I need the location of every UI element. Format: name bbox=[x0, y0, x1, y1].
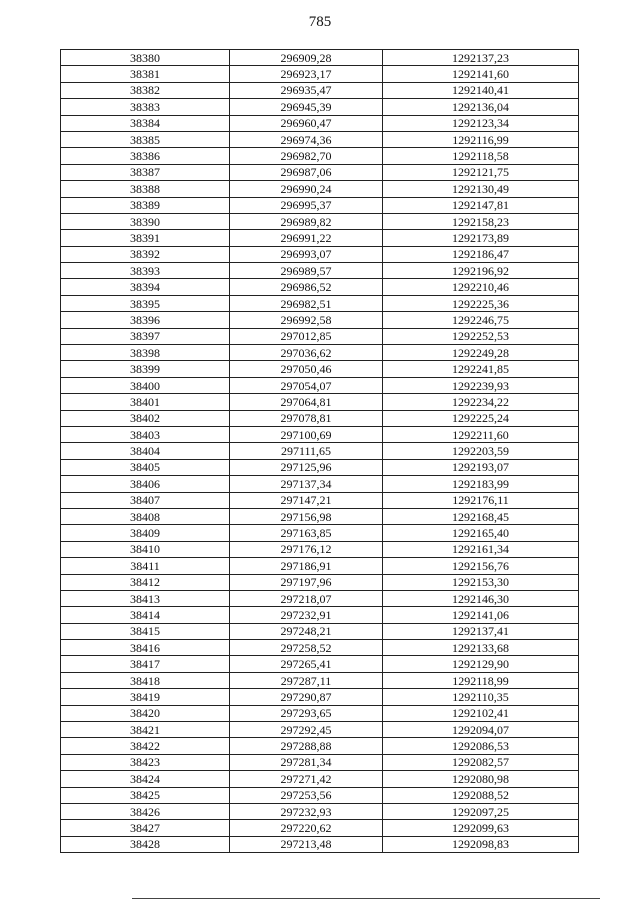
y-coordinate-cell: 1292203,59 bbox=[383, 443, 579, 459]
point-number-cell: 38417 bbox=[61, 656, 230, 672]
y-coordinate-cell: 1292225,36 bbox=[383, 295, 579, 311]
x-coordinate-cell: 297232,93 bbox=[230, 803, 383, 819]
point-number-cell: 38401 bbox=[61, 394, 230, 410]
y-coordinate-cell: 1292234,22 bbox=[383, 394, 579, 410]
x-coordinate-cell: 297288,88 bbox=[230, 738, 383, 754]
x-coordinate-cell: 297232,91 bbox=[230, 607, 383, 623]
x-coordinate-cell: 297163,85 bbox=[230, 525, 383, 541]
table-row bbox=[61, 279, 579, 295]
y-coordinate-cell: 1292082,57 bbox=[383, 754, 579, 770]
y-coordinate-cell: 1292193,07 bbox=[383, 459, 579, 475]
table-row bbox=[61, 361, 579, 377]
y-coordinate-cell: 1292147,81 bbox=[383, 197, 579, 213]
x-coordinate-cell: 297265,41 bbox=[230, 656, 383, 672]
point-number-cell: 38416 bbox=[61, 640, 230, 656]
x-coordinate-cell: 297054,07 bbox=[230, 377, 383, 393]
x-coordinate-cell: 296982,70 bbox=[230, 148, 383, 164]
x-coordinate-cell: 296989,82 bbox=[230, 213, 383, 229]
table-row bbox=[61, 394, 579, 410]
y-coordinate-cell: 1292110,35 bbox=[383, 689, 579, 705]
table-row bbox=[61, 607, 579, 623]
x-coordinate-cell: 297220,62 bbox=[230, 820, 383, 836]
y-coordinate-cell: 1292246,75 bbox=[383, 312, 579, 328]
y-coordinate-cell: 1292173,89 bbox=[383, 230, 579, 246]
x-coordinate-cell: 296992,58 bbox=[230, 312, 383, 328]
table-row bbox=[61, 213, 579, 229]
y-coordinate-cell: 1292158,23 bbox=[383, 213, 579, 229]
table-row bbox=[61, 705, 579, 721]
x-coordinate-cell: 296987,06 bbox=[230, 164, 383, 180]
point-number-cell: 38388 bbox=[61, 181, 230, 197]
point-number-cell: 38422 bbox=[61, 738, 230, 754]
y-coordinate-cell: 1292153,30 bbox=[383, 574, 579, 590]
point-number-cell: 38421 bbox=[61, 722, 230, 738]
x-coordinate-cell: 296990,24 bbox=[230, 181, 383, 197]
y-coordinate-cell: 1292196,92 bbox=[383, 263, 579, 279]
y-coordinate-cell: 1292239,93 bbox=[383, 377, 579, 393]
table-row bbox=[61, 508, 579, 524]
x-coordinate-cell: 297281,34 bbox=[230, 754, 383, 770]
table-row bbox=[61, 787, 579, 803]
table-row bbox=[61, 426, 579, 442]
y-coordinate-cell: 1292118,58 bbox=[383, 148, 579, 164]
table-row bbox=[61, 197, 579, 213]
point-number-cell: 38386 bbox=[61, 148, 230, 164]
y-coordinate-cell: 1292186,47 bbox=[383, 246, 579, 262]
y-coordinate-cell: 1292241,85 bbox=[383, 361, 579, 377]
table-row bbox=[61, 263, 579, 279]
y-coordinate-cell: 1292168,45 bbox=[383, 508, 579, 524]
y-coordinate-cell: 1292123,34 bbox=[383, 115, 579, 131]
y-coordinate-cell: 1292140,41 bbox=[383, 82, 579, 98]
x-coordinate-cell: 297197,96 bbox=[230, 574, 383, 590]
point-number-cell: 38427 bbox=[61, 820, 230, 836]
point-number-cell: 38404 bbox=[61, 443, 230, 459]
y-coordinate-cell: 1292176,11 bbox=[383, 492, 579, 508]
point-number-cell: 38397 bbox=[61, 328, 230, 344]
point-number-cell: 38425 bbox=[61, 787, 230, 803]
table-row bbox=[61, 443, 579, 459]
table-row bbox=[61, 754, 579, 770]
coordinates-table-body bbox=[61, 50, 579, 853]
table-row bbox=[61, 312, 579, 328]
x-coordinate-cell: 296993,07 bbox=[230, 246, 383, 262]
table-row bbox=[61, 181, 579, 197]
y-coordinate-cell: 1292161,34 bbox=[383, 541, 579, 557]
x-coordinate-cell: 297050,46 bbox=[230, 361, 383, 377]
table-row bbox=[61, 328, 579, 344]
x-coordinate-cell: 297218,07 bbox=[230, 590, 383, 606]
point-number-cell: 38415 bbox=[61, 623, 230, 639]
point-number-cell: 38411 bbox=[61, 558, 230, 574]
y-coordinate-cell: 1292116,99 bbox=[383, 131, 579, 147]
y-coordinate-cell: 1292136,04 bbox=[383, 99, 579, 115]
y-coordinate-cell: 1292098,83 bbox=[383, 836, 579, 852]
y-coordinate-cell: 1292080,98 bbox=[383, 771, 579, 787]
point-number-cell: 38387 bbox=[61, 164, 230, 180]
x-coordinate-cell: 297186,91 bbox=[230, 558, 383, 574]
point-number-cell: 38381 bbox=[61, 66, 230, 82]
y-coordinate-cell: 1292133,68 bbox=[383, 640, 579, 656]
x-coordinate-cell: 297292,45 bbox=[230, 722, 383, 738]
x-coordinate-cell: 296991,22 bbox=[230, 230, 383, 246]
point-number-cell: 38402 bbox=[61, 410, 230, 426]
point-number-cell: 38406 bbox=[61, 476, 230, 492]
point-number-cell: 38409 bbox=[61, 525, 230, 541]
point-number-cell: 38408 bbox=[61, 508, 230, 524]
table-row bbox=[61, 771, 579, 787]
table-row bbox=[61, 66, 579, 82]
point-number-cell: 38407 bbox=[61, 492, 230, 508]
x-coordinate-cell: 297064,81 bbox=[230, 394, 383, 410]
point-number-cell: 38393 bbox=[61, 263, 230, 279]
x-coordinate-cell: 297147,21 bbox=[230, 492, 383, 508]
x-coordinate-cell: 297100,69 bbox=[230, 426, 383, 442]
y-coordinate-cell: 1292249,28 bbox=[383, 345, 579, 361]
x-coordinate-cell: 297156,98 bbox=[230, 508, 383, 524]
table-row bbox=[61, 640, 579, 656]
table-row bbox=[61, 672, 579, 688]
point-number-cell: 38410 bbox=[61, 541, 230, 557]
point-number-cell: 38413 bbox=[61, 590, 230, 606]
x-coordinate-cell: 297290,87 bbox=[230, 689, 383, 705]
table-row bbox=[61, 99, 579, 115]
x-coordinate-cell: 297111,65 bbox=[230, 443, 383, 459]
table-row bbox=[61, 345, 579, 361]
y-coordinate-cell: 1292137,23 bbox=[383, 50, 579, 66]
table-row bbox=[61, 230, 579, 246]
x-coordinate-cell: 296945,39 bbox=[230, 99, 383, 115]
x-coordinate-cell: 297287,11 bbox=[230, 672, 383, 688]
x-coordinate-cell: 296982,51 bbox=[230, 295, 383, 311]
table-row bbox=[61, 131, 579, 147]
y-coordinate-cell: 1292088,52 bbox=[383, 787, 579, 803]
point-number-cell: 38385 bbox=[61, 131, 230, 147]
table-row bbox=[61, 476, 579, 492]
table-row bbox=[61, 115, 579, 131]
y-coordinate-cell: 1292156,76 bbox=[383, 558, 579, 574]
point-number-cell: 38399 bbox=[61, 361, 230, 377]
point-number-cell: 38389 bbox=[61, 197, 230, 213]
table-row bbox=[61, 148, 579, 164]
x-coordinate-cell: 296935,47 bbox=[230, 82, 383, 98]
x-coordinate-cell: 297253,56 bbox=[230, 787, 383, 803]
y-coordinate-cell: 1292086,53 bbox=[383, 738, 579, 754]
x-coordinate-cell: 296974,36 bbox=[230, 131, 383, 147]
table-row bbox=[61, 803, 579, 819]
x-coordinate-cell: 296995,37 bbox=[230, 197, 383, 213]
y-coordinate-cell: 1292141,06 bbox=[383, 607, 579, 623]
x-coordinate-cell: 297125,96 bbox=[230, 459, 383, 475]
table-row bbox=[61, 377, 579, 393]
y-coordinate-cell: 1292183,99 bbox=[383, 476, 579, 492]
point-number-cell: 38412 bbox=[61, 574, 230, 590]
x-coordinate-cell: 297078,81 bbox=[230, 410, 383, 426]
x-coordinate-cell: 297271,42 bbox=[230, 771, 383, 787]
point-number-cell: 38414 bbox=[61, 607, 230, 623]
y-coordinate-cell: 1292102,41 bbox=[383, 705, 579, 721]
table-row bbox=[61, 590, 579, 606]
footer-rule bbox=[132, 898, 600, 899]
point-number-cell: 38392 bbox=[61, 246, 230, 262]
table-row bbox=[61, 295, 579, 311]
point-number-cell: 38390 bbox=[61, 213, 230, 229]
table-row bbox=[61, 689, 579, 705]
y-coordinate-cell: 1292129,90 bbox=[383, 656, 579, 672]
x-coordinate-cell: 297213,48 bbox=[230, 836, 383, 852]
point-number-cell: 38423 bbox=[61, 754, 230, 770]
y-coordinate-cell: 1292210,46 bbox=[383, 279, 579, 295]
point-number-cell: 38391 bbox=[61, 230, 230, 246]
x-coordinate-cell: 297137,34 bbox=[230, 476, 383, 492]
point-number-cell: 38426 bbox=[61, 803, 230, 819]
y-coordinate-cell: 1292137,41 bbox=[383, 623, 579, 639]
table-row bbox=[61, 820, 579, 836]
y-coordinate-cell: 1292118,99 bbox=[383, 672, 579, 688]
table-row bbox=[61, 541, 579, 557]
y-coordinate-cell: 1292130,49 bbox=[383, 181, 579, 197]
y-coordinate-cell: 1292146,30 bbox=[383, 590, 579, 606]
x-coordinate-cell: 296989,57 bbox=[230, 263, 383, 279]
x-coordinate-cell: 297012,85 bbox=[230, 328, 383, 344]
y-coordinate-cell: 1292252,53 bbox=[383, 328, 579, 344]
x-coordinate-cell: 296986,52 bbox=[230, 279, 383, 295]
table-row bbox=[61, 722, 579, 738]
point-number-cell: 38384 bbox=[61, 115, 230, 131]
coordinates-table bbox=[60, 49, 579, 853]
table-row bbox=[61, 558, 579, 574]
table-row bbox=[61, 82, 579, 98]
y-coordinate-cell: 1292141,60 bbox=[383, 66, 579, 82]
y-coordinate-cell: 1292099,63 bbox=[383, 820, 579, 836]
point-number-cell: 38380 bbox=[61, 50, 230, 66]
x-coordinate-cell: 296923,17 bbox=[230, 66, 383, 82]
table-row bbox=[61, 492, 579, 508]
point-number-cell: 38419 bbox=[61, 689, 230, 705]
table-row bbox=[61, 459, 579, 475]
x-coordinate-cell: 297293,65 bbox=[230, 705, 383, 721]
point-number-cell: 38428 bbox=[61, 836, 230, 852]
point-number-cell: 38398 bbox=[61, 345, 230, 361]
point-number-cell: 38396 bbox=[61, 312, 230, 328]
table-row bbox=[61, 246, 579, 262]
x-coordinate-cell: 297176,12 bbox=[230, 541, 383, 557]
table-row bbox=[61, 623, 579, 639]
table-row bbox=[61, 50, 579, 66]
table-row bbox=[61, 410, 579, 426]
x-coordinate-cell: 297036,62 bbox=[230, 345, 383, 361]
page-number: 785 bbox=[308, 14, 332, 30]
point-number-cell: 38424 bbox=[61, 771, 230, 787]
table-row bbox=[61, 656, 579, 672]
point-number-cell: 38383 bbox=[61, 99, 230, 115]
point-number-cell: 38405 bbox=[61, 459, 230, 475]
x-coordinate-cell: 297248,21 bbox=[230, 623, 383, 639]
y-coordinate-cell: 1292121,75 bbox=[383, 164, 579, 180]
point-number-cell: 38382 bbox=[61, 82, 230, 98]
table-row bbox=[61, 836, 579, 852]
point-number-cell: 38395 bbox=[61, 295, 230, 311]
x-coordinate-cell: 297258,52 bbox=[230, 640, 383, 656]
x-coordinate-cell: 296960,47 bbox=[230, 115, 383, 131]
point-number-cell: 38403 bbox=[61, 426, 230, 442]
point-number-cell: 38394 bbox=[61, 279, 230, 295]
point-number-cell: 38418 bbox=[61, 672, 230, 688]
y-coordinate-cell: 1292211,60 bbox=[383, 426, 579, 442]
point-number-cell: 38420 bbox=[61, 705, 230, 721]
table-row bbox=[61, 525, 579, 541]
y-coordinate-cell: 1292097,25 bbox=[383, 803, 579, 819]
table-row bbox=[61, 574, 579, 590]
y-coordinate-cell: 1292165,40 bbox=[383, 525, 579, 541]
table-row bbox=[61, 164, 579, 180]
point-number-cell: 38400 bbox=[61, 377, 230, 393]
y-coordinate-cell: 1292225,24 bbox=[383, 410, 579, 426]
x-coordinate-cell: 296909,28 bbox=[230, 50, 383, 66]
y-coordinate-cell: 1292094,07 bbox=[383, 722, 579, 738]
table-row bbox=[61, 738, 579, 754]
